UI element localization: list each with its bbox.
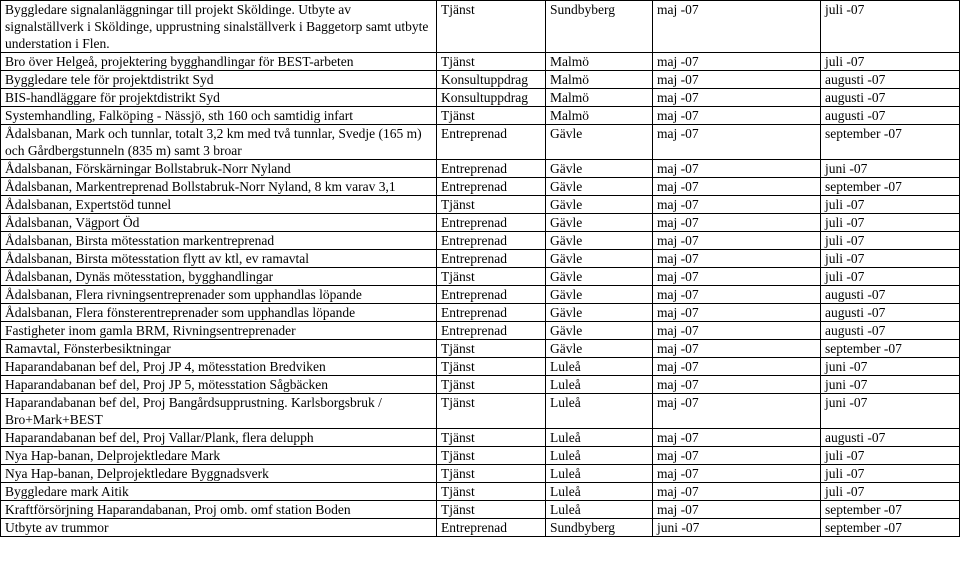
end-date-cell: juli -07 — [821, 53, 960, 71]
project-description-cell: Kraftförsörjning Haparandabanan, Proj omb. omf station Boden — [1, 501, 437, 519]
table-row — [1, 519, 960, 537]
contract-type-cell: Entreprenad — [437, 322, 546, 340]
project-description-cell: BIS-handläggare för projektdistrikt Syd — [1, 89, 437, 107]
location-cell: Sundbyberg — [546, 1, 653, 53]
table-row — [1, 214, 960, 232]
start-date-cell: maj -07 — [653, 160, 821, 178]
end-date-cell: augusti -07 — [821, 322, 960, 340]
start-date-cell: maj -07 — [653, 107, 821, 125]
location-cell: Gävle — [546, 232, 653, 250]
contract-type-cell: Tjänst — [437, 394, 546, 429]
project-description-cell: Ådalsbanan, Expertstöd tunnel — [1, 196, 437, 214]
project-description-cell: Utbyte av trummor — [1, 519, 437, 537]
end-date-cell: juni -07 — [821, 358, 960, 376]
project-description-cell: Ådalsbanan, Markentreprenad Bollstabruk-Norr Nyland, 8 km varav 3,1 — [1, 178, 437, 196]
table-row — [1, 358, 960, 376]
table-row — [1, 160, 960, 178]
location-cell: Gävle — [546, 250, 653, 268]
start-date-cell: maj -07 — [653, 250, 821, 268]
table-row — [1, 107, 960, 125]
project-description-cell: Ådalsbanan, Flera rivningsentreprenader som upphandlas löpande — [1, 286, 437, 304]
location-cell: Luleå — [546, 358, 653, 376]
location-cell: Gävle — [546, 268, 653, 286]
project-description-cell: Haparandabanan bef del, Proj Vallar/Plank, flera delupph — [1, 429, 437, 447]
start-date-cell: maj -07 — [653, 340, 821, 358]
location-cell: Luleå — [546, 501, 653, 519]
start-date-cell: maj -07 — [653, 501, 821, 519]
location-cell: Gävle — [546, 286, 653, 304]
project-description-cell: Ådalsbanan, Birsta mötesstation flytt av ktl, ev ramavtal — [1, 250, 437, 268]
start-date-cell: maj -07 — [653, 358, 821, 376]
start-date-cell: maj -07 — [653, 304, 821, 322]
end-date-cell: juni -07 — [821, 394, 960, 429]
table-body — [1, 1, 960, 537]
location-cell: Gävle — [546, 340, 653, 358]
contract-type-cell: Tjänst — [437, 447, 546, 465]
project-description-cell: Nya Hap-banan, Delprojektledare Mark — [1, 447, 437, 465]
table-row — [1, 322, 960, 340]
end-date-cell: augusti -07 — [821, 429, 960, 447]
project-description-cell: Bro över Helgeå, projektering bygghandlingar för BEST-arbeten — [1, 53, 437, 71]
table-row — [1, 304, 960, 322]
start-date-cell: maj -07 — [653, 1, 821, 53]
end-date-cell: juli -07 — [821, 196, 960, 214]
start-date-cell: maj -07 — [653, 89, 821, 107]
project-description-cell: Fastigheter inom gamla BRM, Rivningsentreprenader — [1, 322, 437, 340]
table-row — [1, 394, 960, 429]
contract-type-cell: Entreprenad — [437, 250, 546, 268]
contract-type-cell: Entreprenad — [437, 304, 546, 322]
end-date-cell: augusti -07 — [821, 71, 960, 89]
project-description-cell: Ådalsbanan, Flera fönsterentreprenader som upphandlas löpande — [1, 304, 437, 322]
start-date-cell: maj -07 — [653, 71, 821, 89]
end-date-cell: juli -07 — [821, 447, 960, 465]
end-date-cell: juli -07 — [821, 214, 960, 232]
location-cell: Gävle — [546, 160, 653, 178]
location-cell: Luleå — [546, 447, 653, 465]
project-description-cell: Nya Hap-banan, Delprojektledare Byggnadsverk — [1, 465, 437, 483]
start-date-cell: maj -07 — [653, 53, 821, 71]
table-row — [1, 429, 960, 447]
end-date-cell: juli -07 — [821, 268, 960, 286]
end-date-cell: augusti -07 — [821, 89, 960, 107]
contract-type-cell: Konsultuppdrag — [437, 89, 546, 107]
start-date-cell: maj -07 — [653, 232, 821, 250]
start-date-cell: maj -07 — [653, 286, 821, 304]
table-row — [1, 125, 960, 160]
start-date-cell: maj -07 — [653, 196, 821, 214]
location-cell: Malmö — [546, 89, 653, 107]
contract-type-cell: Entreprenad — [437, 125, 546, 160]
location-cell: Gävle — [546, 304, 653, 322]
end-date-cell: augusti -07 — [821, 286, 960, 304]
location-cell: Gävle — [546, 125, 653, 160]
location-cell: Malmö — [546, 71, 653, 89]
start-date-cell: maj -07 — [653, 394, 821, 429]
start-date-cell: maj -07 — [653, 268, 821, 286]
location-cell: Gävle — [546, 214, 653, 232]
contract-type-cell: Tjänst — [437, 483, 546, 501]
table-row — [1, 483, 960, 501]
project-description-cell: Ådalsbanan, Vägport Öd — [1, 214, 437, 232]
end-date-cell: juli -07 — [821, 465, 960, 483]
project-description-cell: Haparandabanan bef del, Proj JP 4, mötesstation Bredviken — [1, 358, 437, 376]
contract-type-cell: Tjänst — [437, 107, 546, 125]
end-date-cell: juli -07 — [821, 483, 960, 501]
end-date-cell: juni -07 — [821, 376, 960, 394]
location-cell: Sundbyberg — [546, 519, 653, 537]
contract-type-cell: Tjänst — [437, 465, 546, 483]
project-description-cell: Systemhandling, Falköping - Nässjö, sth 160 och samtidig infart — [1, 107, 437, 125]
contract-type-cell: Tjänst — [437, 196, 546, 214]
table-row — [1, 53, 960, 71]
project-description-cell: Haparandabanan bef del, Proj JP 5, mötesstation Sågbäcken — [1, 376, 437, 394]
project-description-cell: Ådalsbanan, Förskärningar Bollstabruk-Norr Nyland — [1, 160, 437, 178]
table-row — [1, 232, 960, 250]
location-cell: Gävle — [546, 196, 653, 214]
table-row — [1, 286, 960, 304]
project-description-cell: Byggledare mark Aitik — [1, 483, 437, 501]
project-description-cell: Byggledare signalanläggningar till projekt Sköldinge. Utbyte av signalställverk i Sköldinge, upprustning sinalställverk i Baggetorp samt utbyte understation i Flen. — [1, 1, 437, 53]
start-date-cell: juni -07 — [653, 519, 821, 537]
end-date-cell: september -07 — [821, 340, 960, 358]
location-cell: Luleå — [546, 429, 653, 447]
contract-type-cell: Entreprenad — [437, 214, 546, 232]
end-date-cell: juli -07 — [821, 250, 960, 268]
start-date-cell: maj -07 — [653, 125, 821, 160]
contract-type-cell: Tjänst — [437, 358, 546, 376]
start-date-cell: maj -07 — [653, 429, 821, 447]
end-date-cell: augusti -07 — [821, 107, 960, 125]
end-date-cell: september -07 — [821, 125, 960, 160]
contract-type-cell: Entreprenad — [437, 232, 546, 250]
contract-type-cell: Tjänst — [437, 429, 546, 447]
end-date-cell: augusti -07 — [821, 304, 960, 322]
contract-type-cell: Tjänst — [437, 340, 546, 358]
table-row — [1, 250, 960, 268]
end-date-cell: juli -07 — [821, 1, 960, 53]
table-row — [1, 268, 960, 286]
location-cell: Luleå — [546, 376, 653, 394]
location-cell: Luleå — [546, 465, 653, 483]
location-cell: Malmö — [546, 107, 653, 125]
end-date-cell: september -07 — [821, 178, 960, 196]
end-date-cell: september -07 — [821, 501, 960, 519]
table-row — [1, 447, 960, 465]
project-description-cell: Ådalsbanan, Mark och tunnlar, totalt 3,2 km med två tunnlar, Svedje (165 m) och Gårdbergstunneln (835 m) samt 3 broar — [1, 125, 437, 160]
table-row — [1, 1, 960, 53]
location-cell: Luleå — [546, 394, 653, 429]
project-description-cell: Byggledare tele för projektdistrikt Syd — [1, 71, 437, 89]
location-cell: Gävle — [546, 178, 653, 196]
location-cell: Gävle — [546, 322, 653, 340]
table-row — [1, 178, 960, 196]
start-date-cell: maj -07 — [653, 214, 821, 232]
table-row — [1, 501, 960, 519]
contract-type-cell: Entreprenad — [437, 160, 546, 178]
start-date-cell: maj -07 — [653, 178, 821, 196]
contract-type-cell: Konsultuppdrag — [437, 71, 546, 89]
contract-type-cell: Tjänst — [437, 501, 546, 519]
contract-type-cell: Entreprenad — [437, 519, 546, 537]
project-description-cell: Ramavtal, Fönsterbesiktningar — [1, 340, 437, 358]
contract-type-cell: Entreprenad — [437, 286, 546, 304]
table-row — [1, 196, 960, 214]
contract-type-cell: Tjänst — [437, 53, 546, 71]
table-row — [1, 89, 960, 107]
start-date-cell: maj -07 — [653, 322, 821, 340]
table-row — [1, 71, 960, 89]
project-description-cell: Ådalsbanan, Birsta mötesstation markentreprenad — [1, 232, 437, 250]
table-row — [1, 340, 960, 358]
contract-type-cell: Tjänst — [437, 376, 546, 394]
start-date-cell: maj -07 — [653, 465, 821, 483]
table-row — [1, 465, 960, 483]
location-cell: Luleå — [546, 483, 653, 501]
start-date-cell: maj -07 — [653, 376, 821, 394]
start-date-cell: maj -07 — [653, 447, 821, 465]
contract-type-cell: Tjänst — [437, 1, 546, 53]
project-description-cell: Haparandabanan bef del, Proj Bangårdsupprustning. Karlsborgsbruk / Bro+Mark+BEST — [1, 394, 437, 429]
end-date-cell: juli -07 — [821, 232, 960, 250]
end-date-cell: juni -07 — [821, 160, 960, 178]
project-description-cell: Ådalsbanan, Dynäs mötesstation, bygghandlingar — [1, 268, 437, 286]
contract-type-cell: Entreprenad — [437, 178, 546, 196]
table-row — [1, 376, 960, 394]
location-cell: Malmö — [546, 53, 653, 71]
end-date-cell: september -07 — [821, 519, 960, 537]
contract-type-cell: Tjänst — [437, 268, 546, 286]
start-date-cell: maj -07 — [653, 483, 821, 501]
